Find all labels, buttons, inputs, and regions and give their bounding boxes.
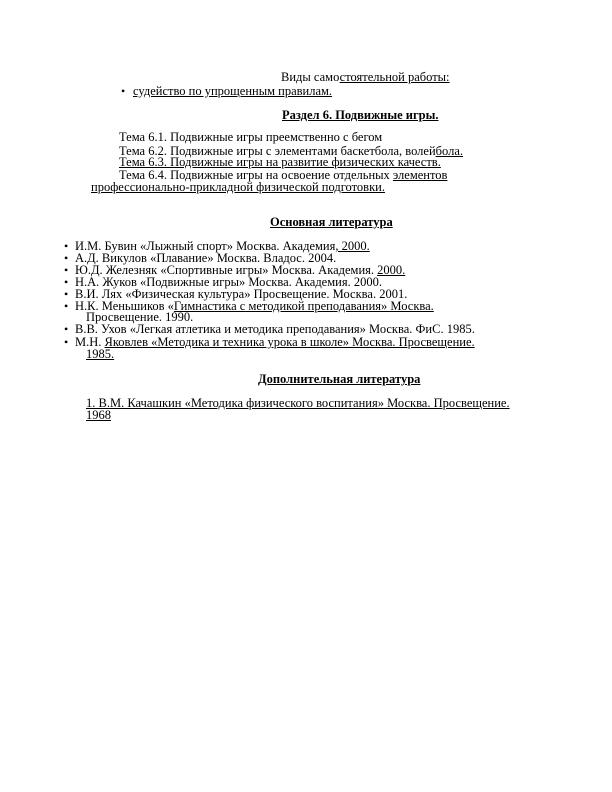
bullet-icon: • [64, 335, 69, 349]
bullet-icon: • [64, 299, 69, 313]
lit-item-7: В.В. Ухов «Легкая атлетика и методика преподавания» Москва. ФиС. 1985. [75, 322, 475, 336]
lit-item-1-text: И.М. Бувин «Лыжный спорт» Москва. Академия [75, 239, 336, 253]
bullet-icon: • [64, 263, 69, 277]
lit-item-5: В.И. Лях «Физическая культура» Просвещение. Москва. 2001. [75, 287, 408, 301]
bullet-icon: • [64, 251, 69, 265]
main-literature-heading: Основная литература [270, 215, 393, 229]
lit-item-6-author: Н.К. Меньшиков « [75, 299, 174, 313]
lit-item-6-continued: Просвещение. 1990. [86, 310, 194, 324]
lit-item-1-year: , 2000. [335, 239, 370, 253]
topic-6-3: Тема 6.3. Подвижные игры на развитие физических качеств. [119, 155, 441, 169]
bullet-icon: • [64, 239, 69, 253]
lit-item-8-title: Яковлев «Методика и техника урока в школе» Москва. Просвещение. [104, 335, 475, 349]
lit-item-3-text: Ю.Д. Железняк «Спортивные игры» Москва. Академия. [75, 263, 378, 277]
extra-lit-item-1-text: 1. В.М. Качашкин «Методика физического воспитания» Москва. Просвещение. [86, 396, 510, 410]
work-types-prefix: Виды само [281, 70, 340, 84]
work-types-suffix: стоятельной работы: [339, 70, 450, 84]
topic-6-4-text: Тема 6.4. Подвижные игры на освоение отдельных [119, 168, 393, 182]
bullet-icon: • [121, 84, 126, 98]
bullet-item-referee: судейство по упрощенным правилам. [133, 84, 333, 98]
lit-item-8-continued: 1985. [86, 347, 115, 361]
lit-item-8 [75, 335, 475, 349]
extra-lit-item-1-continued: 1968 [86, 408, 111, 422]
bullet-icon: • [64, 275, 69, 289]
bullet-icon: • [64, 287, 69, 301]
lit-item-8-author: М.Н. [75, 335, 105, 349]
lit-item-4: Н.А. Жуков «Подвижные игры» Москва. Академия. 2000. [75, 275, 382, 289]
extra-lit-item-1 [86, 396, 510, 410]
lit-item-3-year: 2000. [377, 263, 406, 277]
topic-6-2-tail: бола. [435, 144, 464, 158]
extra-literature-heading: Дополнительная литература [258, 372, 421, 386]
topic-6-2-text: Тема 6.2. Подвижные игры с элементами баскетбола, волей [119, 144, 436, 158]
work-types-heading [281, 70, 450, 84]
topic-6-4-tail: элементов [392, 168, 448, 182]
topic-6-4-continued: профессионально-прикладной физической подготовки. [91, 180, 385, 194]
bullet-icon: • [64, 322, 69, 336]
lit-item-2: А.Д. Викулов «Плавание» Москва. Владос. 2004. [75, 251, 337, 265]
topic-6-1: Тема 6.1. Подвижные игры преемственно с бегом [119, 130, 383, 144]
section-6-title: Раздел 6. Подвижные игры. [282, 108, 439, 122]
lit-item-6-title: Гимнастика с методикой преподавания» Москва. [173, 299, 434, 313]
